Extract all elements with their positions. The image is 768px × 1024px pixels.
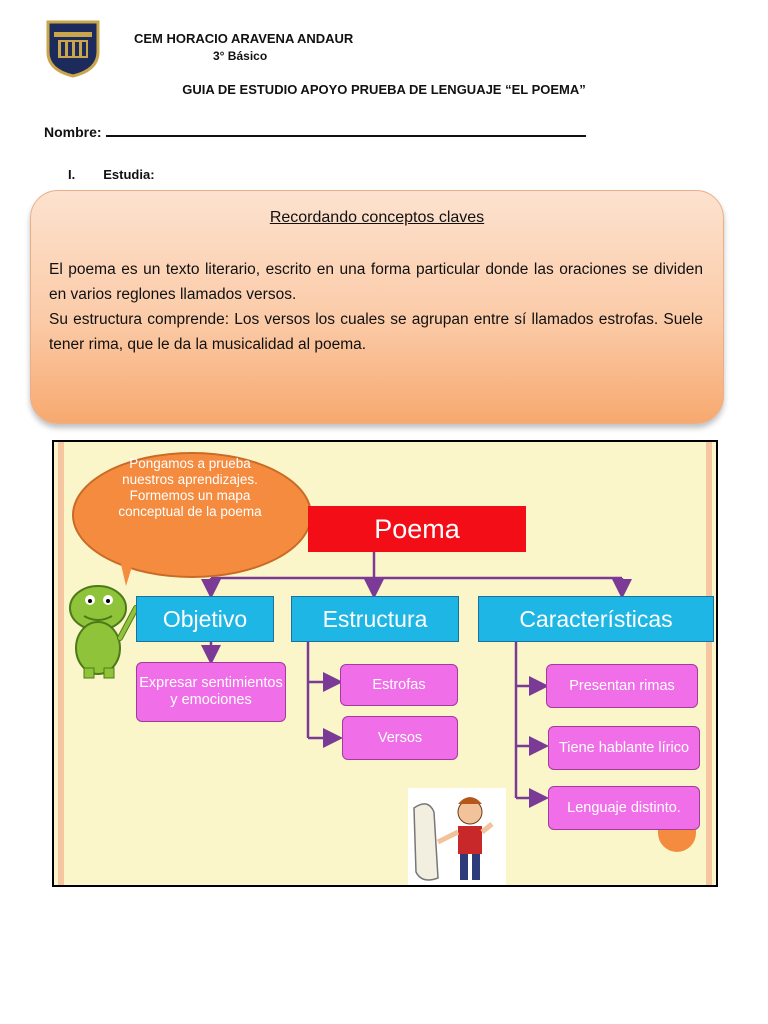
node-versos: Versos [342, 716, 458, 760]
section-number: I. [68, 167, 76, 182]
concept-map-figure [52, 440, 718, 887]
node-caracteristicas: Características [478, 596, 714, 642]
node-rimas: Presentan rimas [546, 664, 698, 708]
grade-level: 3° Básico [213, 49, 268, 63]
document-title: GUIA DE ESTUDIO APOYO PRUEBA DE LENGUAJE “EL POEMA” [182, 82, 586, 97]
section-label: Estudia: [103, 167, 155, 182]
name-field[interactable] [44, 124, 586, 140]
school-logo [44, 18, 102, 78]
concepts-paragraph-1: El poema es un texto literario, escrito en una forma particular donde las oraciones se dividen en varios reglones llamados versos. [49, 261, 703, 303]
concepts-title: Recordando conceptos claves [269, 209, 485, 226]
school-name: CEM HORACIO ARAVENA ANDAUR [134, 31, 354, 46]
node-poema: Poema [308, 506, 526, 552]
node-objetivo: Objetivo [136, 596, 274, 642]
concepts-paragraph-2: Su estructura comprende: Los versos los cuales se agrupan entre sí llamados estrofas. Suele tener rima, que le da la musicalidad al poema. [49, 311, 703, 353]
node-estrofas: Estrofas [340, 664, 458, 706]
section-heading [68, 167, 155, 182]
speech-bubble-text: Pongamos a prueba nuestros aprendizajes. Formemos un mapa conceptual de la poema [118, 456, 262, 519]
poet-illustration [408, 788, 506, 885]
node-lenguaje: Lenguaje distinto. [548, 786, 700, 830]
dinosaur-illustration [58, 568, 142, 680]
node-estructura: Estructura [291, 596, 459, 642]
concepts-box [30, 190, 724, 424]
node-expresar: Expresar sentimientos y emociones [136, 662, 286, 722]
concepts-body [49, 257, 703, 357]
name-label: Nombre: [44, 124, 102, 140]
name-blank-line[interactable] [106, 125, 586, 137]
node-hablante: Tiene hablante lírico [548, 726, 700, 770]
